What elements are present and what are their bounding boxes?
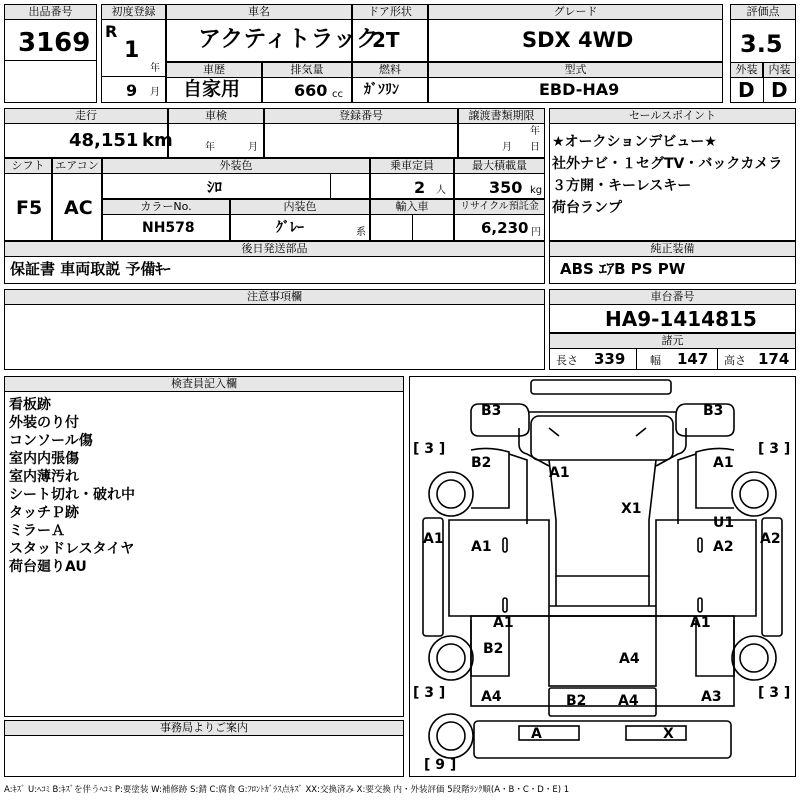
max-load-header: 最大積載量 <box>454 158 545 174</box>
capacity-value: 2 <box>414 178 426 197</box>
length-value: 339 <box>594 350 626 368</box>
mileage-header: 走行 <box>4 108 168 124</box>
int-color-value: ｸﾞﾚｰ <box>276 220 304 236</box>
transfer-year-unit: 年 <box>530 126 540 137</box>
int-color-header: 内装色 <box>230 199 370 215</box>
yen-unit: 円 <box>531 227 541 238</box>
mark-door-r-u: U1 <box>713 515 735 531</box>
first-reg-year: 1 <box>124 38 140 63</box>
office-header: 事務局よりご案内 <box>4 720 404 736</box>
specs-header: 諸元 <box>549 333 796 349</box>
month-unit: 月 <box>150 87 160 98</box>
tread-spare: [ 9 ] <box>424 757 457 773</box>
lot-number: 3169 <box>18 28 91 58</box>
ac-value: AC <box>64 197 93 219</box>
chassis-header: 車台番号 <box>549 289 796 305</box>
insp-month-unit: 月 <box>248 142 258 153</box>
car-name-header: 車名 <box>166 4 352 20</box>
mark-roof: X1 <box>621 501 642 517</box>
score-header: 評価点 <box>730 4 796 20</box>
mark-tail-l: B2 <box>566 693 587 709</box>
mark-tail-r: A4 <box>618 693 639 709</box>
tread-rear-right: [ 3 ] <box>758 685 791 701</box>
ac-header: エアコン <box>52 158 102 174</box>
ext-color-value: ｼﾛ <box>207 178 223 196</box>
mark-door-l: A1 <box>471 539 492 555</box>
fuel-value: ｶﾞｿﾘﾝ <box>364 82 399 98</box>
history-value: 自家用 <box>183 78 241 100</box>
transfer-day-unit: 日 <box>530 142 540 153</box>
mark-sill-r: A1 <box>690 615 711 631</box>
history-header: 車歴 <box>166 62 262 78</box>
car-name: アクティトラック <box>198 26 380 52</box>
inspector-line: 外装のり付 <box>9 415 79 431</box>
model-value: EBD-HA9 <box>539 80 620 99</box>
era: R <box>105 22 118 41</box>
color-no-value: NH578 <box>142 220 195 236</box>
capacity-header: 乗車定員 <box>370 158 454 174</box>
tread-front-left: [ 3 ] <box>413 441 446 457</box>
width-value: 147 <box>677 350 709 368</box>
score-value: 3.5 <box>740 30 783 58</box>
reg-no-header: 登録番号 <box>264 108 458 124</box>
width-label: 幅 <box>650 354 661 367</box>
inspector-line: ミラーＡ <box>9 523 65 539</box>
int-score: D <box>771 78 788 102</box>
inspector-line: 荷台廻りAU <box>9 559 87 575</box>
genuine-value: ABS ｴｱB PS PW <box>560 260 686 278</box>
ext-header: 外装 <box>730 62 763 78</box>
mark-fender-fr: A1 <box>713 455 734 471</box>
km-unit: km <box>142 130 173 151</box>
inspection-header: 車検 <box>168 108 264 124</box>
grade-value: SDX 4WD <box>522 28 634 52</box>
color-no-header: カラーNo. <box>102 199 230 215</box>
import-header: 輸入車 <box>370 199 454 215</box>
inspector-line: 看板跡 <box>9 397 51 413</box>
mark-door-l-outer: A1 <box>423 531 444 547</box>
mark-front-left: B3 <box>481 403 502 419</box>
inspector-line: スタッドレスタイヤ <box>9 541 135 557</box>
model-header: 型式 <box>428 62 723 78</box>
mark-rear-l-upper: B2 <box>483 641 504 657</box>
ext-score: D <box>738 78 755 102</box>
mark-bumper-r: X <box>663 726 674 742</box>
mark-door-r-outer: A2 <box>760 531 781 547</box>
grade-header: グレード <box>428 4 723 20</box>
tread-front-right: [ 3 ] <box>758 441 791 457</box>
door-type: 2T <box>372 28 400 52</box>
mark-windshield: A1 <box>549 465 570 481</box>
length-label: 長さ <box>556 354 578 367</box>
selling-point-line: 社外ナビ・１セグTV・バックカメラ <box>552 156 783 172</box>
displacement-value: 660 <box>294 81 328 100</box>
recycle-value: 6,230 <box>481 219 529 237</box>
max-load-value: 350 <box>489 178 523 197</box>
displacement-header: 排気量 <box>262 62 352 78</box>
selling-points-header: セールスポイント <box>549 108 796 124</box>
later-parts-header: 後日発送部品 <box>4 241 545 257</box>
mark-bed: A4 <box>619 651 640 667</box>
height-value: 174 <box>758 350 790 368</box>
int-header: 内装 <box>763 62 796 78</box>
inspector-line: シート切れ・破れ中 <box>9 487 135 503</box>
mark-door-r: A2 <box>713 539 734 555</box>
later-parts-value: 保証書 車両取説 予備ｷｰ <box>10 260 171 278</box>
genuine-header: 純正装備 <box>549 241 796 257</box>
first-reg-header: 初度登録 <box>101 4 166 20</box>
mark-front-right: B3 <box>703 403 724 419</box>
selling-point-line: ３方開・キーレスキー <box>552 178 692 194</box>
lot-header: 出品番号 <box>4 4 97 20</box>
int-color-suffix: 系 <box>356 227 366 238</box>
mileage-value: 48,151 <box>69 130 139 151</box>
inspector-notes <box>9 396 135 576</box>
height-label: 高さ <box>724 354 746 367</box>
inspector-header: 検査員記入欄 <box>4 376 404 392</box>
shift-value: F5 <box>16 197 43 219</box>
first-reg-month: 9 <box>126 81 138 100</box>
person-unit: 人 <box>436 185 446 196</box>
year-unit: 年 <box>150 63 160 74</box>
mark-sill-l: A1 <box>493 615 514 631</box>
selling-point-line: ★オークションデビュー★ <box>552 134 717 150</box>
insp-year-unit: 年 <box>205 142 215 153</box>
inspector-line: タッチＰ跡 <box>9 505 79 521</box>
kg-unit: kg <box>530 185 543 196</box>
mark-rear-r: A3 <box>701 689 722 705</box>
damage-legend: A:ｷｽﾞ U:ﾍｺﾐ B:ｷｽﾞを伴うﾍｺﾐ P:要塗装 W:補修跡 S:錆 C:腐食 G:ﾌﾛﾝﾄｶﾞﾗｽ点ｷｽﾞ XX:交換済み X:要交換 内・外装評価 5段階ﾗﾝｸ順(A・B・C・D・E) 1 <box>4 785 570 795</box>
door-header: ドア形状 <box>352 4 428 20</box>
transfer-month-unit: 月 <box>502 142 512 153</box>
inspector-line: 室内薄汚れ <box>9 469 79 485</box>
mark-bumper-l: A <box>531 726 542 742</box>
notes-header: 注意事項欄 <box>4 289 545 305</box>
mark-fender-fl: B2 <box>471 455 492 471</box>
truck-diagram <box>409 376 796 777</box>
tread-rear-left: [ 3 ] <box>413 685 446 701</box>
recycle-header: リサイクル預託金 <box>454 199 545 215</box>
shift-header: シフト <box>4 158 52 174</box>
mark-rear-l: A4 <box>481 689 502 705</box>
inspector-line: コンソール傷 <box>9 433 93 449</box>
inspector-line: 室内内張傷 <box>9 451 79 467</box>
chassis-value: HA9-1414815 <box>605 307 757 331</box>
fuel-header: 燃料 <box>352 62 428 78</box>
transfer-header: 譲渡書類期限 <box>458 108 545 124</box>
ext-color-header: 外装色 <box>102 158 370 174</box>
cc-unit: cc <box>332 89 343 100</box>
selling-point-line: 荷台ランプ <box>552 200 622 216</box>
